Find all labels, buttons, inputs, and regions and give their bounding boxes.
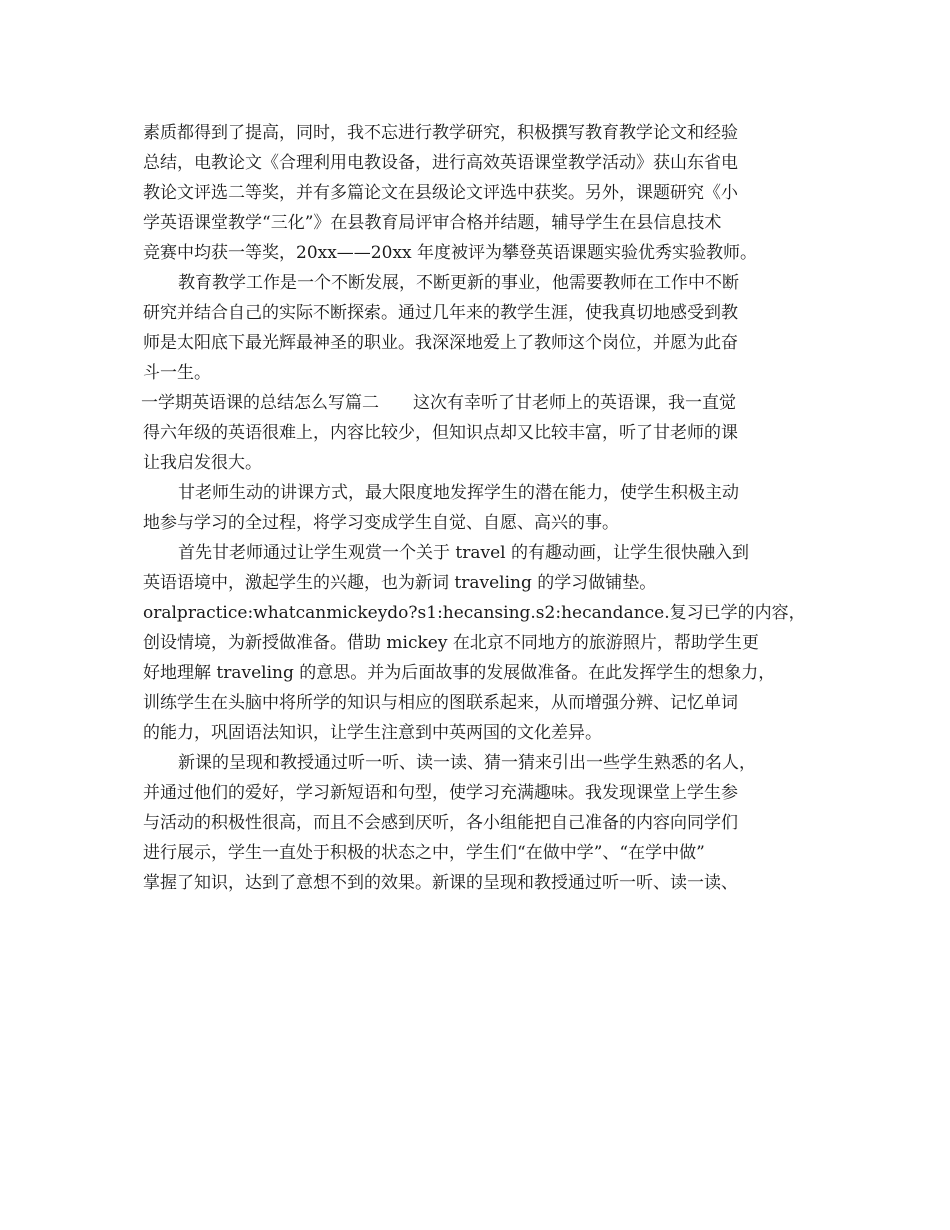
text-line: oralpractice:whatcanmickeydo?s1:hecansing.s2:hecandance.复习已学的内容， xyxy=(143,603,806,623)
text-line: 的能力，巩固语法知识，让学生注意到中英两国的文化差异。 xyxy=(143,723,602,743)
text-line: 得六年级的英语很难上，内容比较少，但知识点却又比较丰富，听了甘老师的课 xyxy=(143,423,738,443)
paragraph-first-line: 甘老师生动的讲课方式，最大限度地发挥学生的潜在能力，使学生积极主动 xyxy=(178,483,739,503)
text-line: 训练学生在头脑中将所学的知识与相应的图联系起来，从而增强分辨、记忆单词 xyxy=(143,693,738,713)
section-heading-line: 一学期英语课的总结怎么写篇二 这次有幸听了甘老师上的英语课，我一直觉 xyxy=(141,393,736,413)
text-line: 创设情境，为新授做准备。借助 mickey 在北京不同地方的旅游照片，帮助学生更 xyxy=(143,633,759,653)
text-line: 教论文评选二等奖，并有多篇论文在县级论文评选中获奖。另外，课题研究《小 xyxy=(143,183,738,203)
text-line: 师是太阳底下最光辉最神圣的职业。我深深地爱上了教师这个岗位，并愿为此奋 xyxy=(143,333,738,353)
text-line: 与活动的积极性很高，而且不会感到厌听，各小组能把自己准备的内容向同学们 xyxy=(143,813,738,833)
text-line: 研究并结合自己的实际不断探索。通过几年来的教学生涯，使我真切地感受到教 xyxy=(143,303,738,323)
text-line: 竞赛中均获一等奖，20xx——20xx 年度被评为攀登英语课题实验优秀实验教师。 xyxy=(143,243,758,263)
text-line: 学英语课堂教学“三化”》在县教育局评审合格并结题，辅导学生在县信息技术 xyxy=(143,213,722,233)
text-line: 并通过他们的爱好，学习新短语和句型，使学习充满趣味。我发现课堂上学生参 xyxy=(143,783,738,803)
text-line: 地参与学习的全过程，将学习变成学生自觉、自愿、高兴的事。 xyxy=(143,513,619,533)
text-line: 总结，电教论文《合理利用电教设备，进行高效英语课堂教学活动》获山东省电 xyxy=(143,153,738,173)
text-line: 斗一生。 xyxy=(143,363,211,383)
paragraph-first-line: 新课的呈现和教授通过听一听、读一读、猜一猜来引出一些学生熟悉的名人， xyxy=(178,753,756,773)
text-line: 素质都得到了提高，同时，我不忘进行教学研究，积极撰写教育教学论文和经验 xyxy=(143,123,738,143)
paragraph-first-line: 首先甘老师通过让学生观赏一个关于 travel 的有趣动画，让学生很快融入到 xyxy=(178,543,750,563)
text-line: 掌握了知识，达到了意想不到的效果。新课的呈现和教授通过听一听、读一读、 xyxy=(143,873,738,893)
document-body xyxy=(143,118,843,898)
text-line: 英语语境中，激起学生的兴趣，也为新词 traveling 的学习做铺垫。 xyxy=(143,573,657,593)
text-line: 进行展示，学生一直处于积极的状态之中，学生们“在做中学”、“在学中做” xyxy=(143,843,705,863)
text-line: 让我启发很大。 xyxy=(143,453,262,473)
text-line: 好地理解 traveling 的意思。并为后面故事的发展做准备。在此发挥学生的想象力， xyxy=(143,663,776,683)
paragraph-first-line: 教育教学工作是一个不断发展，不断更新的事业，他需要教师在工作中不断 xyxy=(178,273,739,293)
